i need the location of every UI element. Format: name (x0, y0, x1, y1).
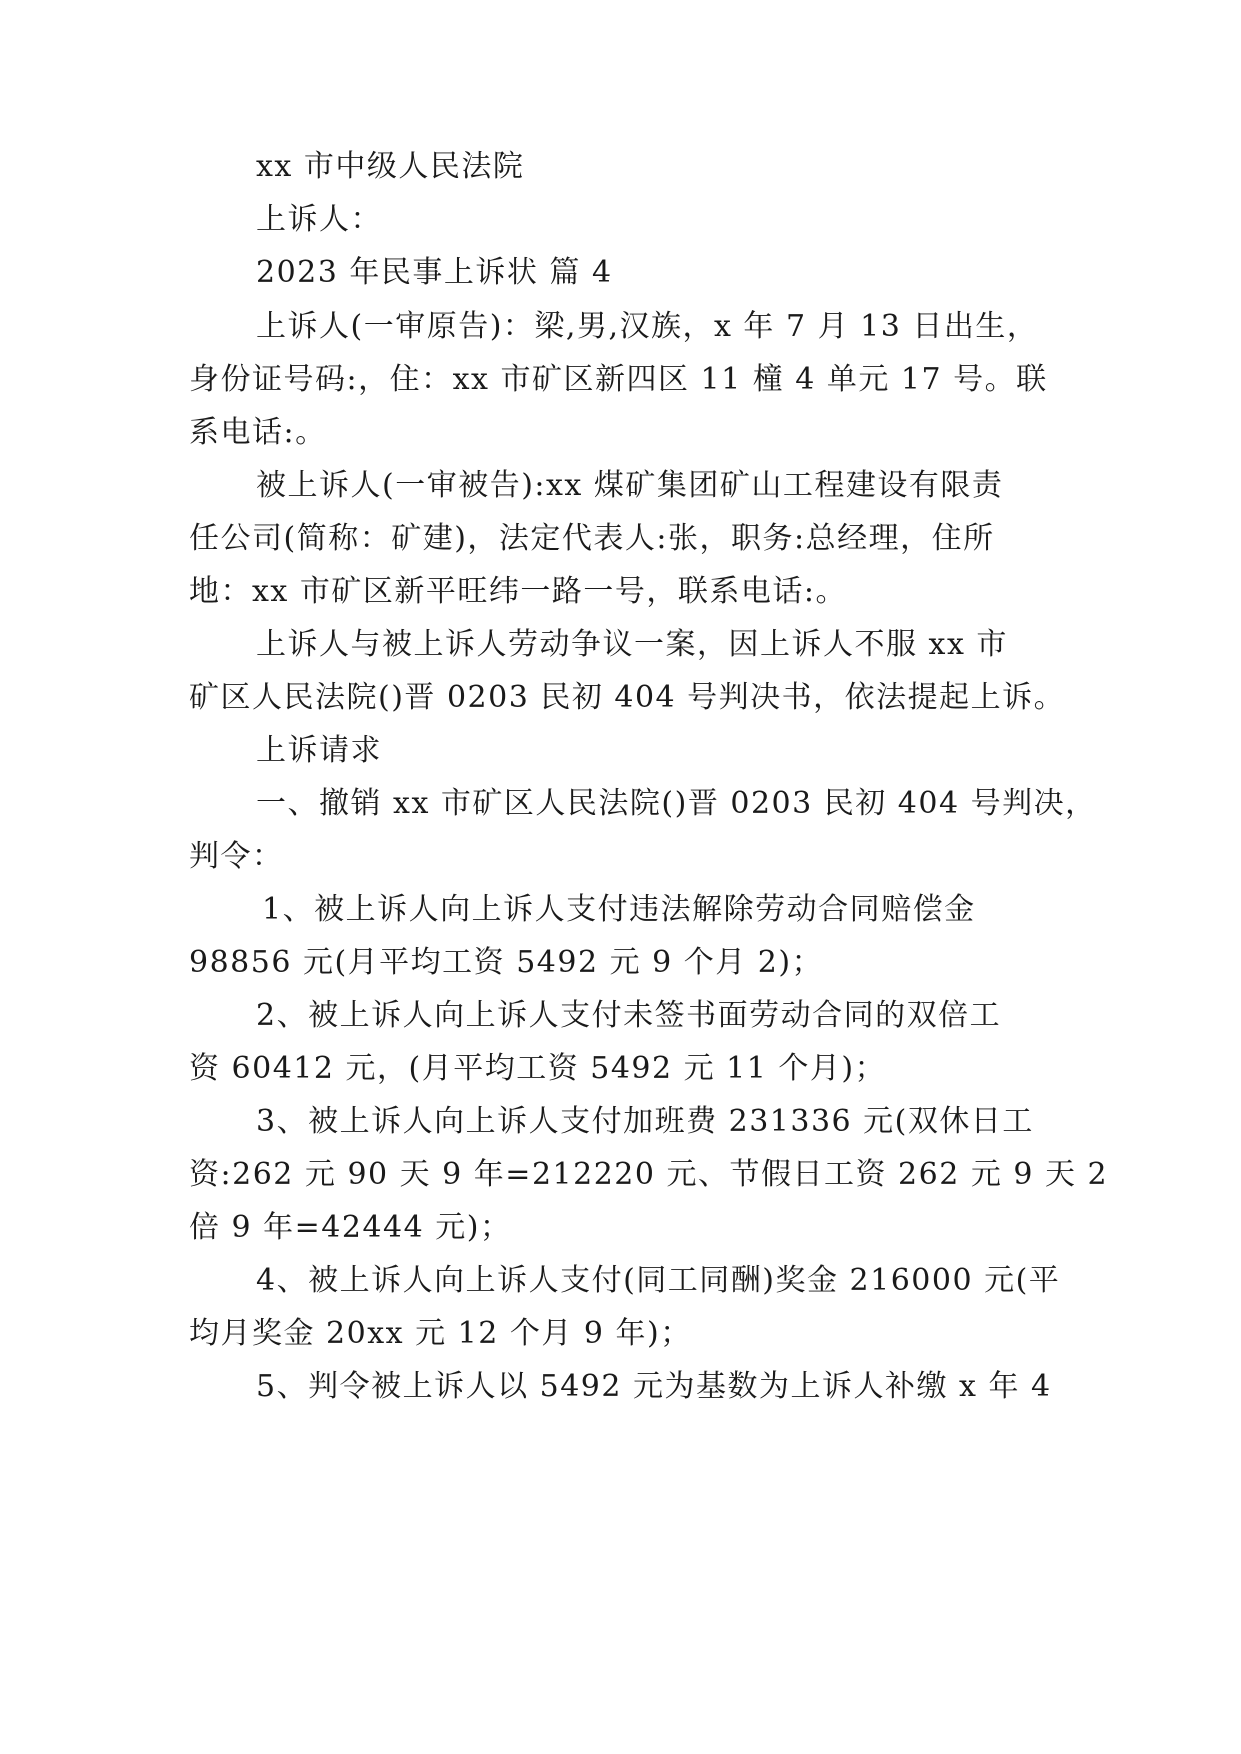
item-1-line-1: 1、被上诉人向上诉人支付违法解除劳动合同赔偿金 (262, 892, 976, 927)
court-name-line: xx 市中级人民法院 (256, 149, 525, 184)
item-5-line-1: 5、判令被上诉人以 5492 元为基数为上诉人补缴 x 年 4 (256, 1369, 1052, 1404)
appellant-info-line-1: 上诉人(一审原告)：梁,男,汉族，x 年 7 月 13 日出生， (256, 309, 1039, 344)
item-4-line-2: 均月奖金 20xx 元 12 个月 9 年)； (189, 1316, 692, 1351)
item-2-line-1: 2、被上诉人向上诉人支付未签书面劳动合同的双倍工 (256, 998, 1002, 1033)
request-1-line-2: 判令： (189, 839, 284, 874)
section-title-line: 2023 年民事上诉状 篇 4 (256, 255, 613, 290)
item-3-line-3: 倍 9 年=42444 元)； (189, 1210, 512, 1245)
appellee-info-line-3: 地：xx 市矿区新平旺纬一路一号，联系电话:。 (189, 574, 847, 609)
appeal-requests-heading: 上诉请求 (256, 733, 382, 768)
appellant-label-line: 上诉人： (256, 202, 382, 237)
appellee-info-line-2: 任公司(简称：矿建)，法定代表人:张，职务:总经理，住所 (189, 521, 995, 556)
appellee-info-line-1: 被上诉人(一审被告):xx 煤矿集团矿山工程建设有限责 (256, 468, 1004, 503)
item-1-line-2: 98856 元(月平均工资 5492 元 9 个月 2)； (189, 945, 824, 980)
item-3-line-1: 3、被上诉人向上诉人支付加班费 231336 元(双休日工 (256, 1104, 1034, 1139)
item-3-line-2: 资:262 元 90 天 9 年=212220 元、节假日工资 262 元 9 天 2 (189, 1157, 1109, 1192)
case-intro-line-1: 上诉人与被上诉人劳动争议一案，因上诉人不服 xx 市 (256, 627, 1008, 662)
appellant-info-line-3: 系电话:。 (189, 415, 327, 450)
case-intro-line-2: 矿区人民法院()晋 0203 民初 404 号判决书，依法提起上诉。 (189, 680, 1066, 715)
request-1-line-1: 一、撤销 xx 市矿区人民法院()晋 0203 民初 404 号判决， (256, 786, 1097, 821)
item-4-line-1: 4、被上诉人向上诉人支付(同工同酬)奖金 216000 元(平 (256, 1263, 1061, 1298)
appellant-info-line-2: 身份证号码:，住：xx 市矿区新四区 11 橦 4 单元 17 号。联 (189, 362, 1048, 397)
item-2-line-2: 资 60412 元，(月平均工资 5492 元 11 个月)； (189, 1051, 887, 1086)
